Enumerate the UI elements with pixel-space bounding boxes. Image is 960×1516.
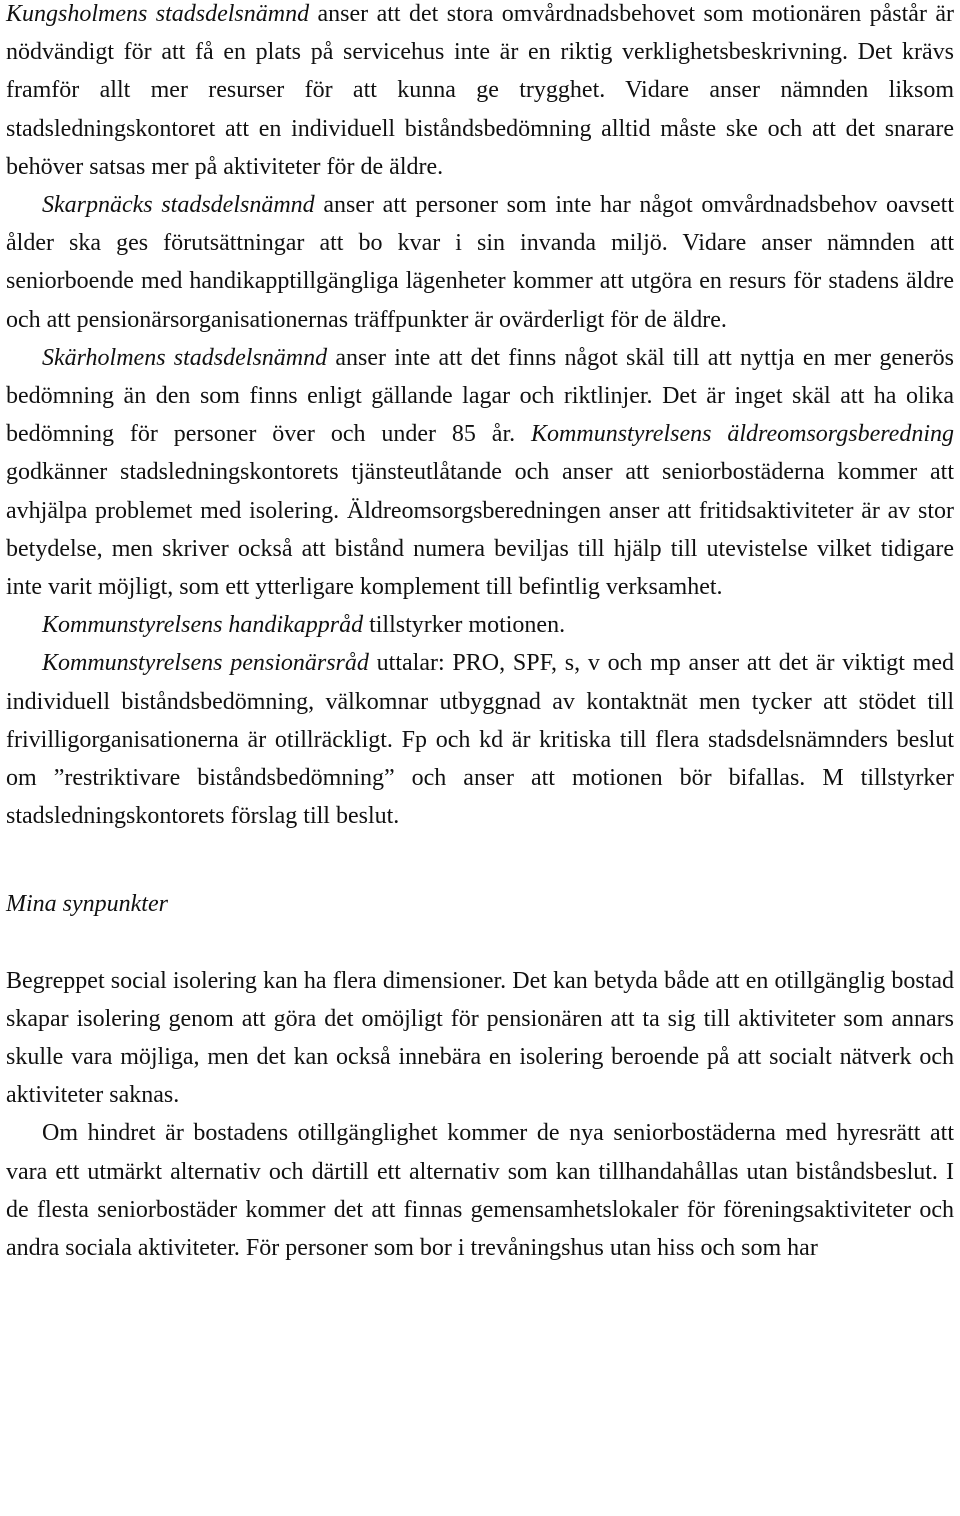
paragraph-pensionarsradet [6,644,954,835]
paragraph-lead-inline: Kommunstyrelsens äldreomsorgsberedning [531,421,954,448]
paragraph-text: anser att personer som inte har något omvårdnadsbehov oavsett ålder ska ges förutsättningar att bo kvar i sin invanda miljö. Vidare anser nämnden att seniorboende med handikapptillgängliga lägenheter kommer att utgöra en resurs för stadens äldre och att pensionärsorganisationernas träffpunkter är ovärderligt för de äldre. [6,192,954,333]
paragraph-lead: Skarpnäcks stadsdelsnämnd [42,192,315,219]
paragraph-text: uttalar: PRO, SPF, s, v och mp anser att det är viktigt med individuell biståndsbedömning, välkomnar utbyggnad av kontaktnät men tycker att stödet till frivilligorganisationerna är otillräckligt. Fp och kd är kritiska till flera stadsdelsnämnders beslut om ”restriktivare biståndsbedömning” och anser att motionen bör bifallas. M tillstyrker stadsledningskontorets förslag till beslut. [6,650,954,830]
paragraph-skarholmen [6,339,954,606]
paragraph-skarpnack [6,186,954,339]
paragraph-lead: Skärholmens stadsdelsnämnd [42,344,328,371]
section-heading: Mina synpunkter [6,891,168,918]
paragraph-handikappradet [6,606,954,644]
paragraph-kungsholmen [6,0,954,186]
paragraph-text: anser inte att det finns något skäl till att nyttja en mer generös bedömning än den som finns enligt gällande lagar och riktlinjer. Det är inget skäl att ha olika bedömning för personer över och under 85 år. [6,344,954,448]
paragraph-lead: Kungsholmens stadsdelsnämnd [6,1,310,27]
paragraph-lead: Kommunstyrelsens pensionärsråd [42,650,369,677]
paragraph-text: godkänner stadsledningskontorets tjänsteutlåtande och anser att seniorbostäderna kommer att avhjälpa problemet med isolering. Äldreomsorgsberedningen anser att fritidsaktiviteter är av stor betydelse, men skriver också att bistånd numera beviljas till hjälp till utevistelse vilket tidigare inte varit möjligt, som ett ytterligare komplement till befintlig verksamhet. [6,459,954,601]
section-paragraph: Om hindret är bostadens otillgänglighet kommer de nya seniorbostäderna med hyresrätt att vara ett utmärkt alternativ och därtill ett alternativ som kan tillhandahållas utan biståndsbeslut. I de flesta seniorbostäder kommer det att finnas gemensamhetslokaler för föreningsaktiviteter och andra sociala aktiviteter. För personer som bor i trevåningshus utan hiss och som har [6,1120,954,1262]
paragraph-text: tillstyrker motionen. [363,612,566,639]
paragraph-text: anser att det stora omvårdnadsbehovet som motionären påstår är nödvändigt för att få en plats på servicehus inte är en riktig verklighetsbeskrivning. Det krävs framför allt mer resurser för att kunna ge trygghet. Vidare anser nämnden liksom stadsledningskontoret att en individuell biståndsbedömning alltid måste ske och att det snarare behöver satsas mer på aktiviteter för de äldre. [6,1,954,180]
paragraph-lead: Kommunstyrelsens handikappråd [42,612,364,639]
section-paragraph: Begreppet social isolering kan ha flera dimensioner. Det kan betyda både att en otillgänglig bostad skapar isolering genom att göra det omöjligt för pensionären att ta sig till aktiviteter som annars skulle vara möjliga, men det kan också innebära en isolering beroende på att socialt nätverk och aktiviteter saknas. [6,967,954,1109]
